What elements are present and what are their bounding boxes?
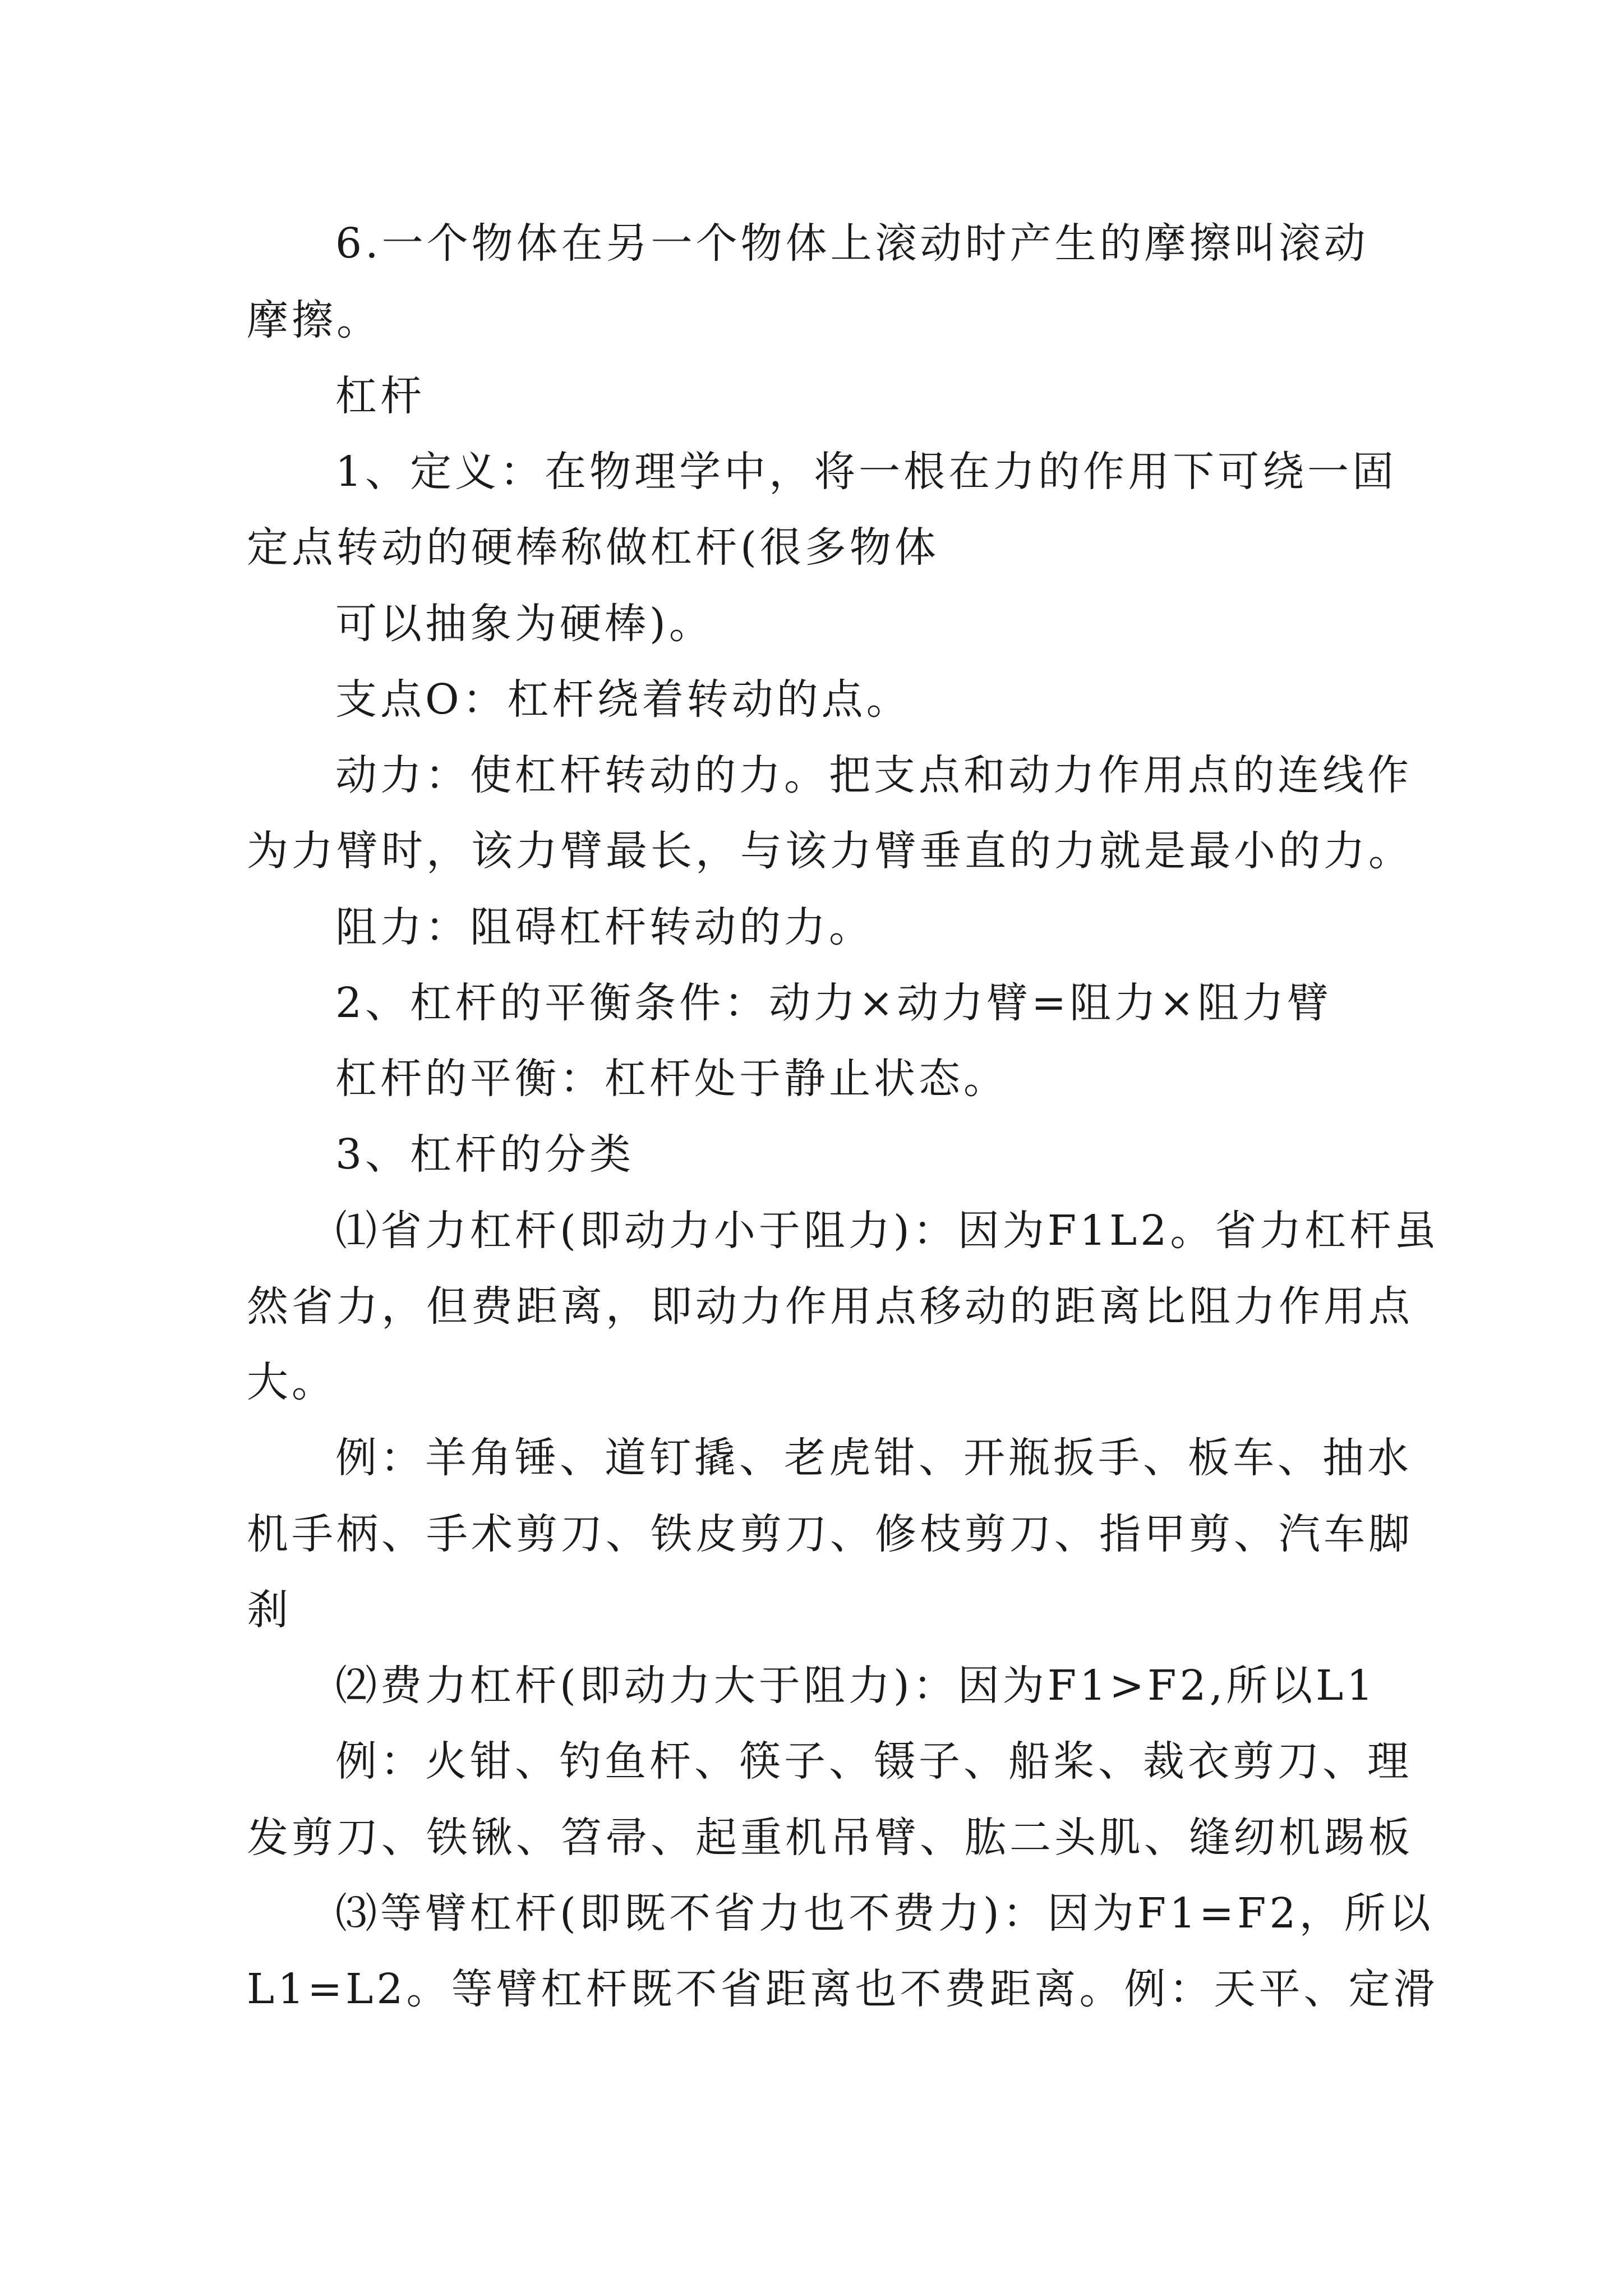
text-line-8: 动力：使杠杆转动的力。把支点和动力作用点的连线作: [335, 751, 1412, 799]
text-line-23: ⑶等臂杠杆(即既不省力也不费力)：因为F1=F2，所以: [335, 1889, 1434, 1938]
text-line-11: 2、杠杆的平衡条件：动力×动力臂=阻力×阻力臂: [335, 979, 1332, 1027]
text-line-4: 1、定义：在物理学中，将一根在力的作用下可绕一固: [335, 448, 1398, 496]
text-line-13: 3、杠杆的分类: [335, 1130, 635, 1179]
text-line-2: 摩擦。: [247, 296, 381, 344]
text-line-20: ⑵费力杠杆(即动力大于阻力)：因为F1>F2,所以L1: [335, 1662, 1377, 1710]
text-line-22: 发剪刀、铁锹、笤帚、起重机吊臂、肱二头肌、缝纫机踢板: [247, 1814, 1413, 1862]
text-line-21: 例：火钳、钓鱼杆、筷子、镊子、船桨、裁衣剪刀、理: [335, 1737, 1412, 1786]
text-line-16: 大。: [247, 1358, 336, 1406]
text-line-24: L1=L2。等臂杠杆既不省距离也不费距离。例：天平、定滑: [247, 1965, 1438, 2013]
text-line-5: 定点转动的硬棒称做杠杆(很多物体: [247, 523, 939, 572]
section-heading-lever: 杠杆: [335, 372, 425, 420]
text-line-14: ⑴省力杠杆(即动力小于阻力)：因为F1L2。省力杠杆虽: [335, 1207, 1440, 1255]
text-line-19: 刹: [247, 1586, 292, 1634]
text-line-15: 然省力，但费距离，即动力作用点移动的距离比阻力作用点: [247, 1282, 1413, 1331]
text-line-9: 为力臂时，该力臂最长，与该力臂垂直的力就是最小的力。: [247, 827, 1413, 875]
text-line-12: 杠杆的平衡：杠杆处于静止状态。: [335, 1055, 1008, 1103]
text-line-18: 机手柄、手术剪刀、铁皮剪刀、修枝剪刀、指甲剪、汽车脚: [247, 1510, 1413, 1558]
text-line-6: 可以抽象为硬棒)。: [335, 600, 714, 648]
text-line-7: 支点O：杠杆绕着转动的点。: [335, 675, 911, 724]
text-line-17: 例：羊角锤、道钉撬、老虎钳、开瓶扳手、板车、抽水: [335, 1434, 1412, 1482]
text-line-1: 6.一个物体在另一个物体上滚动时产生的摩擦叫滚动: [335, 219, 1369, 268]
text-line-10: 阻力：阻碍杠杆转动的力。: [335, 903, 874, 951]
